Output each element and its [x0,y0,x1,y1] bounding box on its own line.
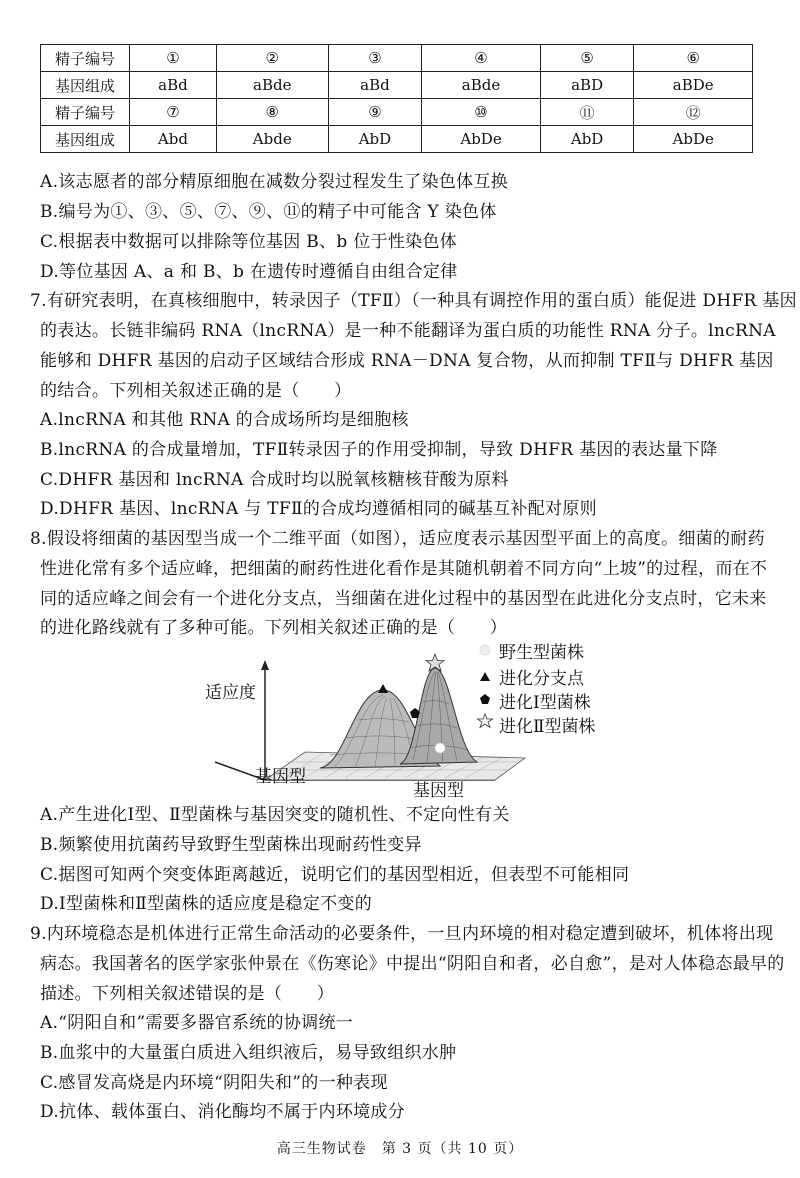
table-row-label: 基因组成 [41,72,130,99]
q9-stem-line3: 描述。下列相关叙述错误的是（ ） [40,984,335,1004]
q8-stem-line3: 同的适应峰之间会有一个进化分支点，当细菌在进化过程中的基因型在此进化分支点时，它未来 [40,589,767,609]
q9-option-a: A.“阴阳自和”需要多器官系统的协调统一 [40,1013,354,1033]
q7-stem-line1: 7.有研究表明，在真核细胞中，转录因子（TFⅡ）（一种具有调控作用的蛋白质）能促进 DHFR 基因 [30,291,797,311]
branch-point-marker [378,684,388,693]
table-cell: aBD [540,72,634,99]
q9-option-d: D.抗体、载体蛋白、消化酶均不属于内环境成分 [40,1102,406,1122]
q8-option-c: C.据图可知两个突变体距离越近，说明它们的基因型相近，但表型不可能相同 [40,865,630,885]
wild-type-marker [435,743,445,753]
table-cell: aBDe [634,72,753,99]
page-footer: 高三生物试卷 第 3 页（共 10 页） [276,1141,524,1157]
q8-option-a: A.产生进化Ⅰ型、Ⅱ型菌株与基因突变的随机性、不定向性有关 [40,805,510,825]
legend-branch-point-icon [480,672,490,681]
table-cell: aBd [130,72,217,99]
q8-stem-line1: 8.假设将细菌的基因型当成一个二维平面（如图），适应度表示基因型平面上的高度。细菌的耐药 [30,529,765,549]
q6-option-a: A.该志愿者的部分精原细胞在减数分裂过程发生了染色体互换 [40,172,509,192]
q9-stem-line2: 病态。我国著名的医学家张仲景在《伤寒论》中提出“阴阳自和者，必自愈”，是对人体稳态最早的 [40,954,785,974]
table-row [41,99,753,126]
table-cell: aBde [216,72,328,99]
table-cell: AbD [540,126,634,153]
table-row-label: 基因组成 [41,126,130,153]
fitness-landscape-figure [195,640,635,800]
table-cell: aBde [422,72,541,99]
q7-stem-line3: 能够和 DHFR 基因的启动子区域结合形成 RNA－DNA 复合物，从而抑制 TFⅡ与 DHFR 基因 [40,351,774,371]
y-axis-arrow [261,660,269,670]
q7-option-a: A.lncRNA 和其他 RNA 的合成场所均是细胞核 [40,410,409,430]
legend-type2: 进化Ⅱ型菌株 [499,717,596,737]
table-cell: AbD [328,126,422,153]
table-cell: ⑧ [216,99,328,126]
type1-strain-marker [410,708,420,718]
table-row [41,126,753,153]
legend-type2-icon [478,714,493,728]
legend-branch-point: 进化分支点 [499,669,584,689]
q8-option-b: B.频繁使用抗菌药导致野生型菌株出现耐药性变异 [40,835,422,855]
q8-stem-line2: 性进化常有多个适应峰，把细菌的耐药性进化看作是其随机朝着不同方向“上坡”的过程，而在不 [40,559,768,579]
table-cell: aBd [328,72,422,99]
q6-option-c: C.根据表中数据可以排除等位基因 B、b 位于性染色体 [40,232,458,252]
table-cell: AbDe [634,126,753,153]
x-axis-label-left: 基因型 [255,767,306,787]
q9-stem-line1: 9.内环境稳态是机体进行正常生命活动的必要条件，一旦内环境的相对稳定遭到破坏，机体将出现 [30,924,774,944]
legend-type1: 进化Ⅰ型菌株 [499,693,591,713]
y-axis-label: 适应度 [205,683,256,703]
table-cell: AbDe [422,126,541,153]
table-row [41,72,753,99]
table-cell: ③ [328,45,422,72]
q8-option-d: D.Ⅰ型菌株和Ⅱ型菌株的适应度是稳定不变的 [40,894,372,914]
q7-stem-line4: 的结合。下列相关叙述正确的是（ ） [40,381,352,401]
q6-option-d: D.等位基因 A、a 和 B、b 在遗传时遵循自由组合定律 [40,262,458,282]
table-cell: Abd [130,126,217,153]
x-axis-label-right: 基因型 [413,781,464,801]
sperm-genotype-table [40,44,753,153]
table-cell: ⑫ [634,99,753,126]
table-cell: ⑨ [328,99,422,126]
q7-stem-line2: 的表达。长链非编码 RNA（lncRNA）是一种不能翻译为蛋白质的功能性 RNA 分子。lncRNA [40,321,776,341]
table-row-label: 精子编号 [41,45,130,72]
table-cell: ⑥ [634,45,753,72]
q6-option-b: B.编号为①、③、⑤、⑦、⑨、⑪的精子中可能含 Y 染色体 [40,202,497,222]
legend-wild-type-icon [480,645,490,655]
q7-option-d: D.DHFR 基因、lncRNA 与 TFⅡ的合成均遵循相同的碱基互补配对原则 [40,499,597,519]
q7-option-c: C.DHFR 基因和 lncRNA 合成时均以脱氧核糖核苷酸为原料 [40,470,509,490]
table-cell: ① [130,45,217,72]
table-cell: ⑪ [540,99,634,126]
table-cell: ⑤ [540,45,634,72]
legend-type1-icon [480,694,490,704]
q7-option-b: B.lncRNA 的合成量增加，TFⅡ转录因子的作用受抑制，导致 DHFR 基因的表达量下降 [40,440,718,460]
table-cell: Abde [216,126,328,153]
q9-option-b: B.血浆中的大量蛋白质进入组织液后，易导致组织水肿 [40,1043,457,1063]
q8-stem-line4: 的进化路线就有了多种可能。下列相关叙述正确的是（ ） [40,618,508,638]
table-cell: ② [216,45,328,72]
table-cell: ⑦ [130,99,217,126]
table-row-label: 精子编号 [41,99,130,126]
table-row [41,45,753,72]
legend-wild-type: 野生型菌株 [499,643,584,663]
table-cell: ⑩ [422,99,541,126]
table-cell: ④ [422,45,541,72]
q9-option-c: C.感冒发高烧是内环境“阴阳失和”的一种表现 [40,1073,388,1093]
